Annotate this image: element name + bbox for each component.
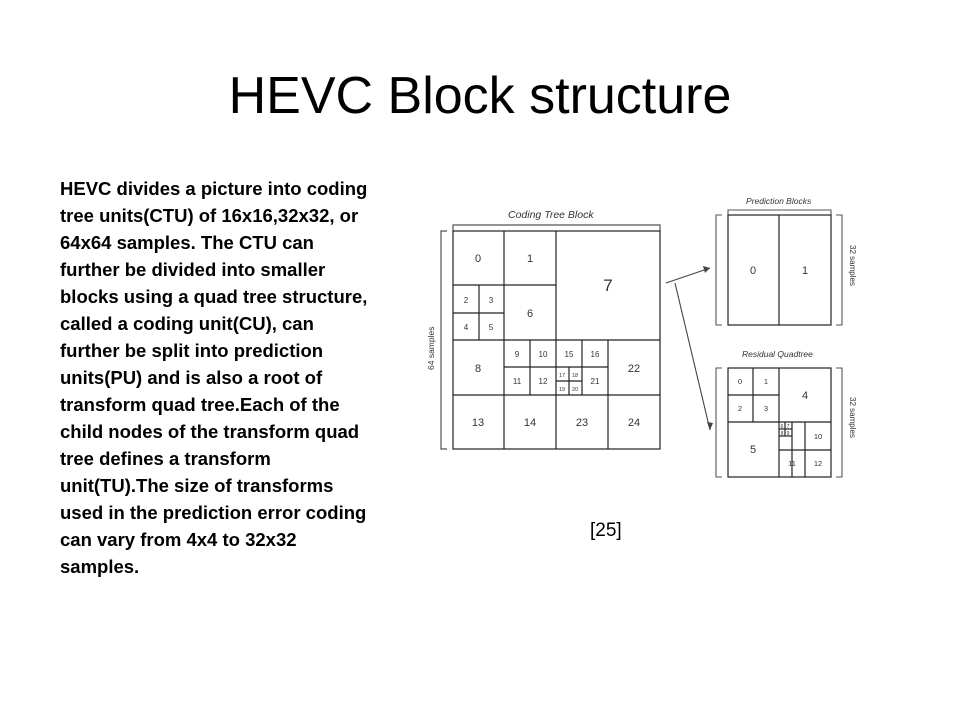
ctb-block-label: 18 [571, 373, 579, 379]
residual-right-brace [836, 368, 842, 477]
prediction-block-label: 0 [749, 265, 757, 277]
residual-block-label: 1 [763, 377, 769, 386]
slide-title: HEVC Block structure [228, 67, 732, 125]
arrow-lines [666, 268, 710, 430]
ctb-block-label: 0 [474, 253, 482, 265]
ctb-block-label: 1 [526, 253, 534, 265]
prediction-left-brace [716, 215, 722, 325]
prediction-side-label: 32 samples [848, 245, 857, 286]
residual-block-label: 2 [737, 404, 743, 413]
prediction-grid [728, 215, 831, 325]
ctb-block-label: 17 [558, 373, 566, 379]
ctb-block-label: 10 [538, 350, 548, 359]
ctb-block-label: 23 [575, 417, 589, 429]
ctb-block-label: 3 [488, 296, 494, 305]
ctb-block-label: 19 [558, 387, 566, 393]
residual-block-label: 4 [801, 390, 809, 402]
residual-block-label: 9 [786, 431, 790, 437]
residual-title: Residual Quadtree [742, 349, 813, 359]
ctb-block-label: 20 [571, 387, 579, 393]
residual-block-label: 7 [786, 424, 790, 430]
ctb-block-label: 12 [538, 377, 548, 386]
residual-block-label: 3 [763, 404, 769, 413]
ctb-block-label: 16 [590, 350, 600, 359]
ctb-block-label: 5 [488, 323, 494, 332]
ctb-block-label: 24 [627, 417, 641, 429]
arrow-head-prediction [703, 266, 710, 273]
residual-left-brace [716, 368, 722, 477]
ctb-block-label: 21 [590, 377, 600, 386]
residual-block-label: 12 [813, 459, 823, 468]
residual-block-label: 11 [788, 459, 796, 468]
ctb-block-label: 8 [474, 363, 482, 375]
ctb-side-label: 64 samples [426, 326, 436, 370]
body-paragraph: HEVC divides a picture into coding tree units(CTU) of 16x16,32x32, or 64x64 samples. The CTU can further be divided into smaller blocks using a quad tree structure, called a coding unit(CU), can further be split into prediction units(PU) and is also a root of transform quad tree.Each of the child nodes of the transform quad tree defines a transform unit(TU).The size of transforms used in the prediction error coding can vary from 4x4 to 32x32 samples. [60, 178, 368, 577]
residual-side-label: 32 samples [848, 397, 857, 438]
ctb-block-label: 7 [603, 276, 613, 295]
ctb-block-label: 15 [564, 350, 574, 359]
ctb-top-brace [453, 225, 660, 231]
ctb-block-label: 13 [471, 417, 485, 429]
residual-block-label: 8 [780, 431, 784, 437]
ctb-block-label: 14 [523, 417, 537, 429]
residual-block-label: 0 [737, 377, 743, 386]
ctb-block-label: 4 [463, 323, 469, 332]
residual-block-label: 10 [813, 432, 823, 441]
prediction-title: Prediction Blocks [746, 196, 812, 206]
residual-block-label: 6 [780, 424, 784, 430]
quadtree-figure [410, 185, 880, 495]
ctb-block-label: 2 [463, 296, 469, 305]
ctb-block-label: 6 [526, 308, 534, 320]
ctb-block-label: 22 [627, 363, 641, 375]
prediction-right-brace [836, 215, 842, 325]
citation: [25] [590, 520, 622, 541]
arrow-head-residual [707, 422, 713, 430]
ctb-block-label: 11 [512, 377, 522, 386]
prediction-top-brace [728, 210, 831, 215]
ctb-block-label: 9 [514, 350, 520, 359]
residual-block-label: 5 [749, 444, 757, 456]
prediction-block-label: 1 [801, 265, 809, 277]
ctb-title: Coding Tree Block [508, 209, 594, 221]
ctb-left-brace [441, 231, 447, 449]
